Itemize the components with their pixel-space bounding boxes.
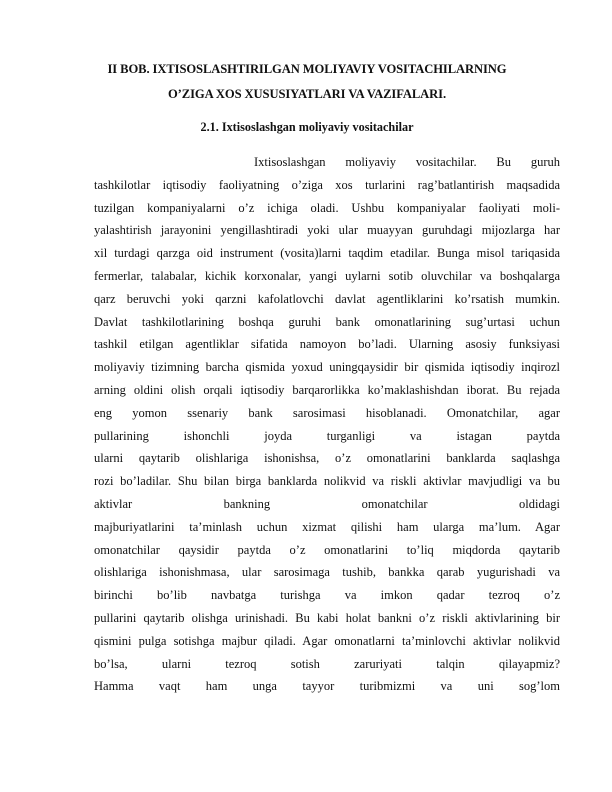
text-line: qarz beruvchi yoki qarzni kafolatlovchi davlat agentliklarini ko’rsatish mumkin.: [94, 291, 560, 306]
text-line: birinchi bo’lib navbatga turishga va imkon qadar tezroq o’z: [94, 588, 560, 603]
chapter-title-line-1: II BOB. IXTISOSLASHTIRILGAN MOLIYAVIY VOSITACHILARNING: [107, 62, 507, 76]
text-line: fermerlar, talabalar, kichik korxonalar, yangi uylarni sotib oluvchilar va boshqalarga: [94, 268, 560, 283]
text-line: Ixtisoslashgan moliyaviy vositachilar. Bu guruh: [254, 155, 560, 169]
chapter-title-line-2: O’ZIGA XOS XUSUSIYATLARI VA VAZIFALARI.: [167, 87, 447, 101]
text-line: bo’lsa, ularni tezroq sotish zaruriyati talqin qilayapmiz?: [94, 656, 560, 671]
text-line: majburiyatlarini ta’minlash uchun xizmat qilishi ham ularga ma’lum. Agar: [94, 519, 560, 534]
text-line: pullarining ishonchli joyda turganligi va istagan paytda: [94, 428, 560, 443]
text-line: Hamma vaqt ham unga tayyor turibmizmi va uni sog’lom: [94, 679, 560, 694]
text-line: olishlariga ishonishmasa, ular sarosimaga tushib, bankka qarab yugurishadi va: [94, 565, 560, 580]
text-line: pullarini qaytarib olishga urinishadi. Bu kabi holat bankni o’z riskli aktivlarining bir: [94, 610, 560, 625]
body-paragraphs: [94, 151, 560, 698]
text-line: eng yomon ssenariy bank sarosimasi hisoblanadi. Omonatchilar, agar: [94, 405, 560, 420]
text-line: yalashtirish jarayonini yengillashtiradi yoki ular muayyan guruhdagi mijozlarga har: [94, 223, 560, 238]
text-line: arning oldini olish orqali iqtisodiy barqarorlikka ko’maklashishdan iborat. Bu rejada: [94, 382, 560, 397]
text-line: moliyaviy tizimning barcha qismida yoxud uningqaysidir bir qismida iqtisodiy inqirozl: [94, 360, 560, 375]
section-subtitle: 2.1. Ixtisoslashgan moliyaviy vositachilar: [200, 120, 414, 134]
text-line: tashkil etilgan agentliklar sifatida namoyon bo’ladi. Ularning asosiy funksiyasi: [94, 337, 560, 352]
text-line: Davlat tashkilotlarining boshqa guruhi bank omonatlarining sug’urtasi uchun: [94, 314, 560, 329]
text-line: aktivlar bankning omonatchilar oldidagi: [94, 496, 560, 511]
text-line: omonatchilar qaysidir paytda o’z omonatlarini to’liq miqdorda qaytarib: [94, 542, 560, 557]
text-line: xil turdagi qarzga oid instrument (vosita)larni taqdim etadilar. Bunga misol tariqasida: [94, 246, 560, 261]
text-line: ularni qaytarib olishlariga ishonishsa, o’z omonatlarini banklarda saqlashga: [94, 451, 560, 466]
text-line: tuzilgan kompaniyalarni o’z ichiga oladi. Ushbu kompaniyalar faoliyati moli-: [94, 200, 560, 215]
text-line: qismini pulga sotishga majbur qiladi. Agar omonatlarni ta’minlovchi aktivlar nolikvid: [94, 633, 560, 648]
text-line: tashkilotlar iqtisodiy faoliyatning o’ziga xos turlarini rag’batlantirish maqsadida: [94, 177, 560, 192]
text-line: rozi bo’ladilar. Shu bilan birga banklarda nolikvid va riskli aktivlar mavjudligi va bu: [94, 474, 560, 489]
